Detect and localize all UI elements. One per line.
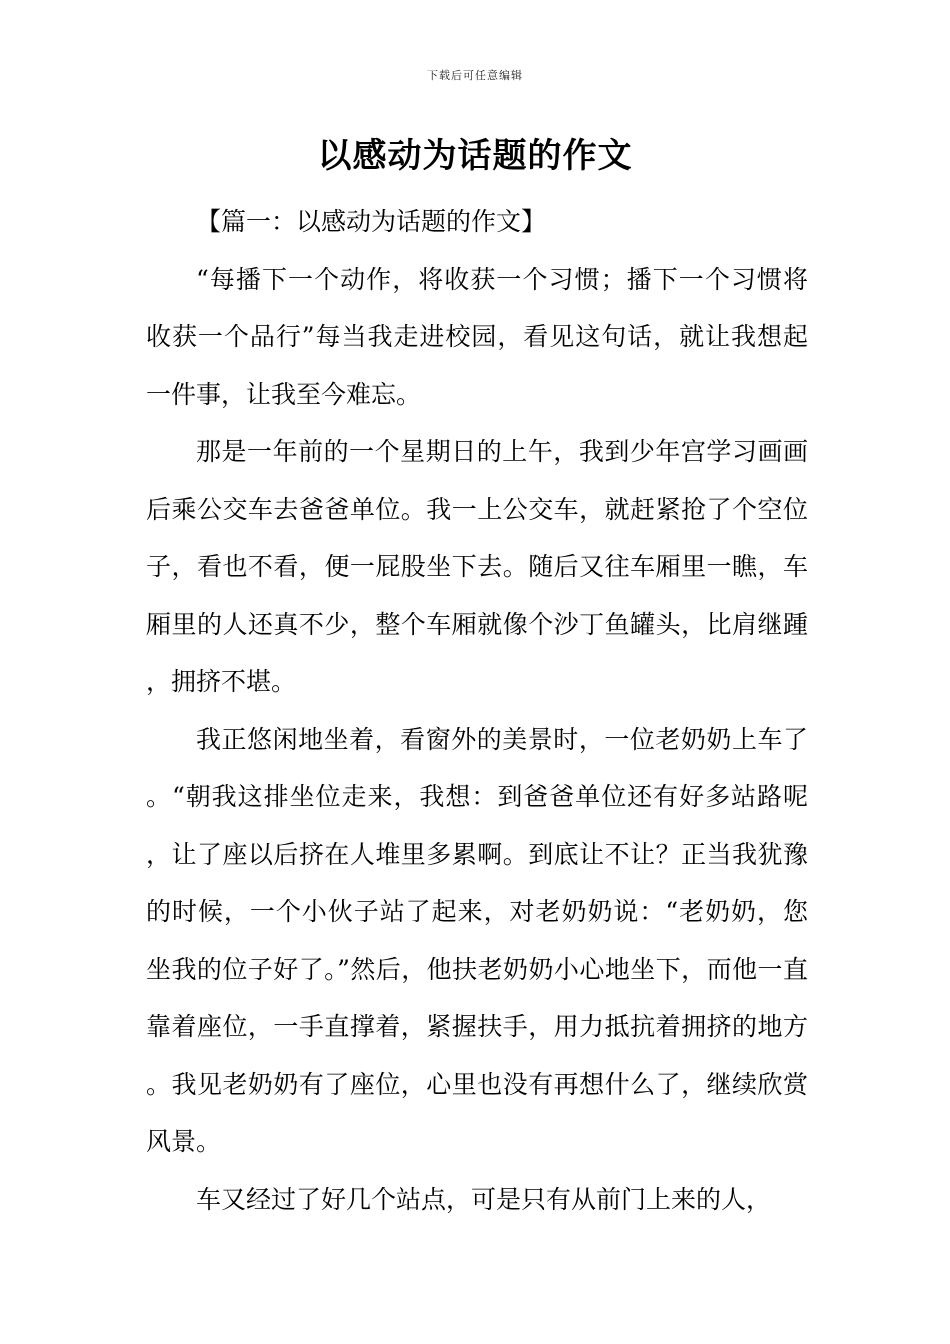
- section-heading: 【篇一：以感动为话题的作文】: [196, 207, 547, 236]
- paragraph-3: 我正悠闲地坐着，看窗外的美景时，一位老奶奶上车了。“朝我这排坐位走来，我想：到爸爸单位还有好多站路呢，让了座以后挤在人堆里多累啊。到底让不让？正当我犹豫的时候，一个小伙子站了起来，对老奶奶说：“老奶奶，您坐我的位子好了。”然后，他扶老奶奶小心地坐下，而他一直靠着座位，一手直撑着，紧握扶手，用力抵抗着拥挤的地方。我见老奶奶有了座位，心里也没有再想什么了，继续欣赏风景。: [146, 724, 808, 1156]
- paragraph-4: 车又经过了好几个站点，可是只有从前门上来的人，: [196, 1184, 772, 1214]
- page-header-note: 下载后可任意编辑: [427, 69, 523, 82]
- document-body: [146, 193, 808, 1228]
- document-title: 以感动为话题的作文: [317, 136, 633, 176]
- paragraph-1: “每播下一个动作，将收获一个习惯；播下一个习惯将收获一个品行”每当我走进校园，看见这句话，就让我想起一件事，让我至今难忘。: [146, 264, 808, 409]
- paragraph-2: 那是一年前的一个星期日的上午，我到少年宫学习画画后乘公交车去爸爸单位。我一上公交车，就赶紧抢了个空位子，看也不看，便一屁股坐下去。随后又往车厢里一瞧，车厢里的人还真不少，整个车厢就像个沙丁鱼罐头，比肩继踵，拥挤不堪。: [146, 437, 808, 696]
